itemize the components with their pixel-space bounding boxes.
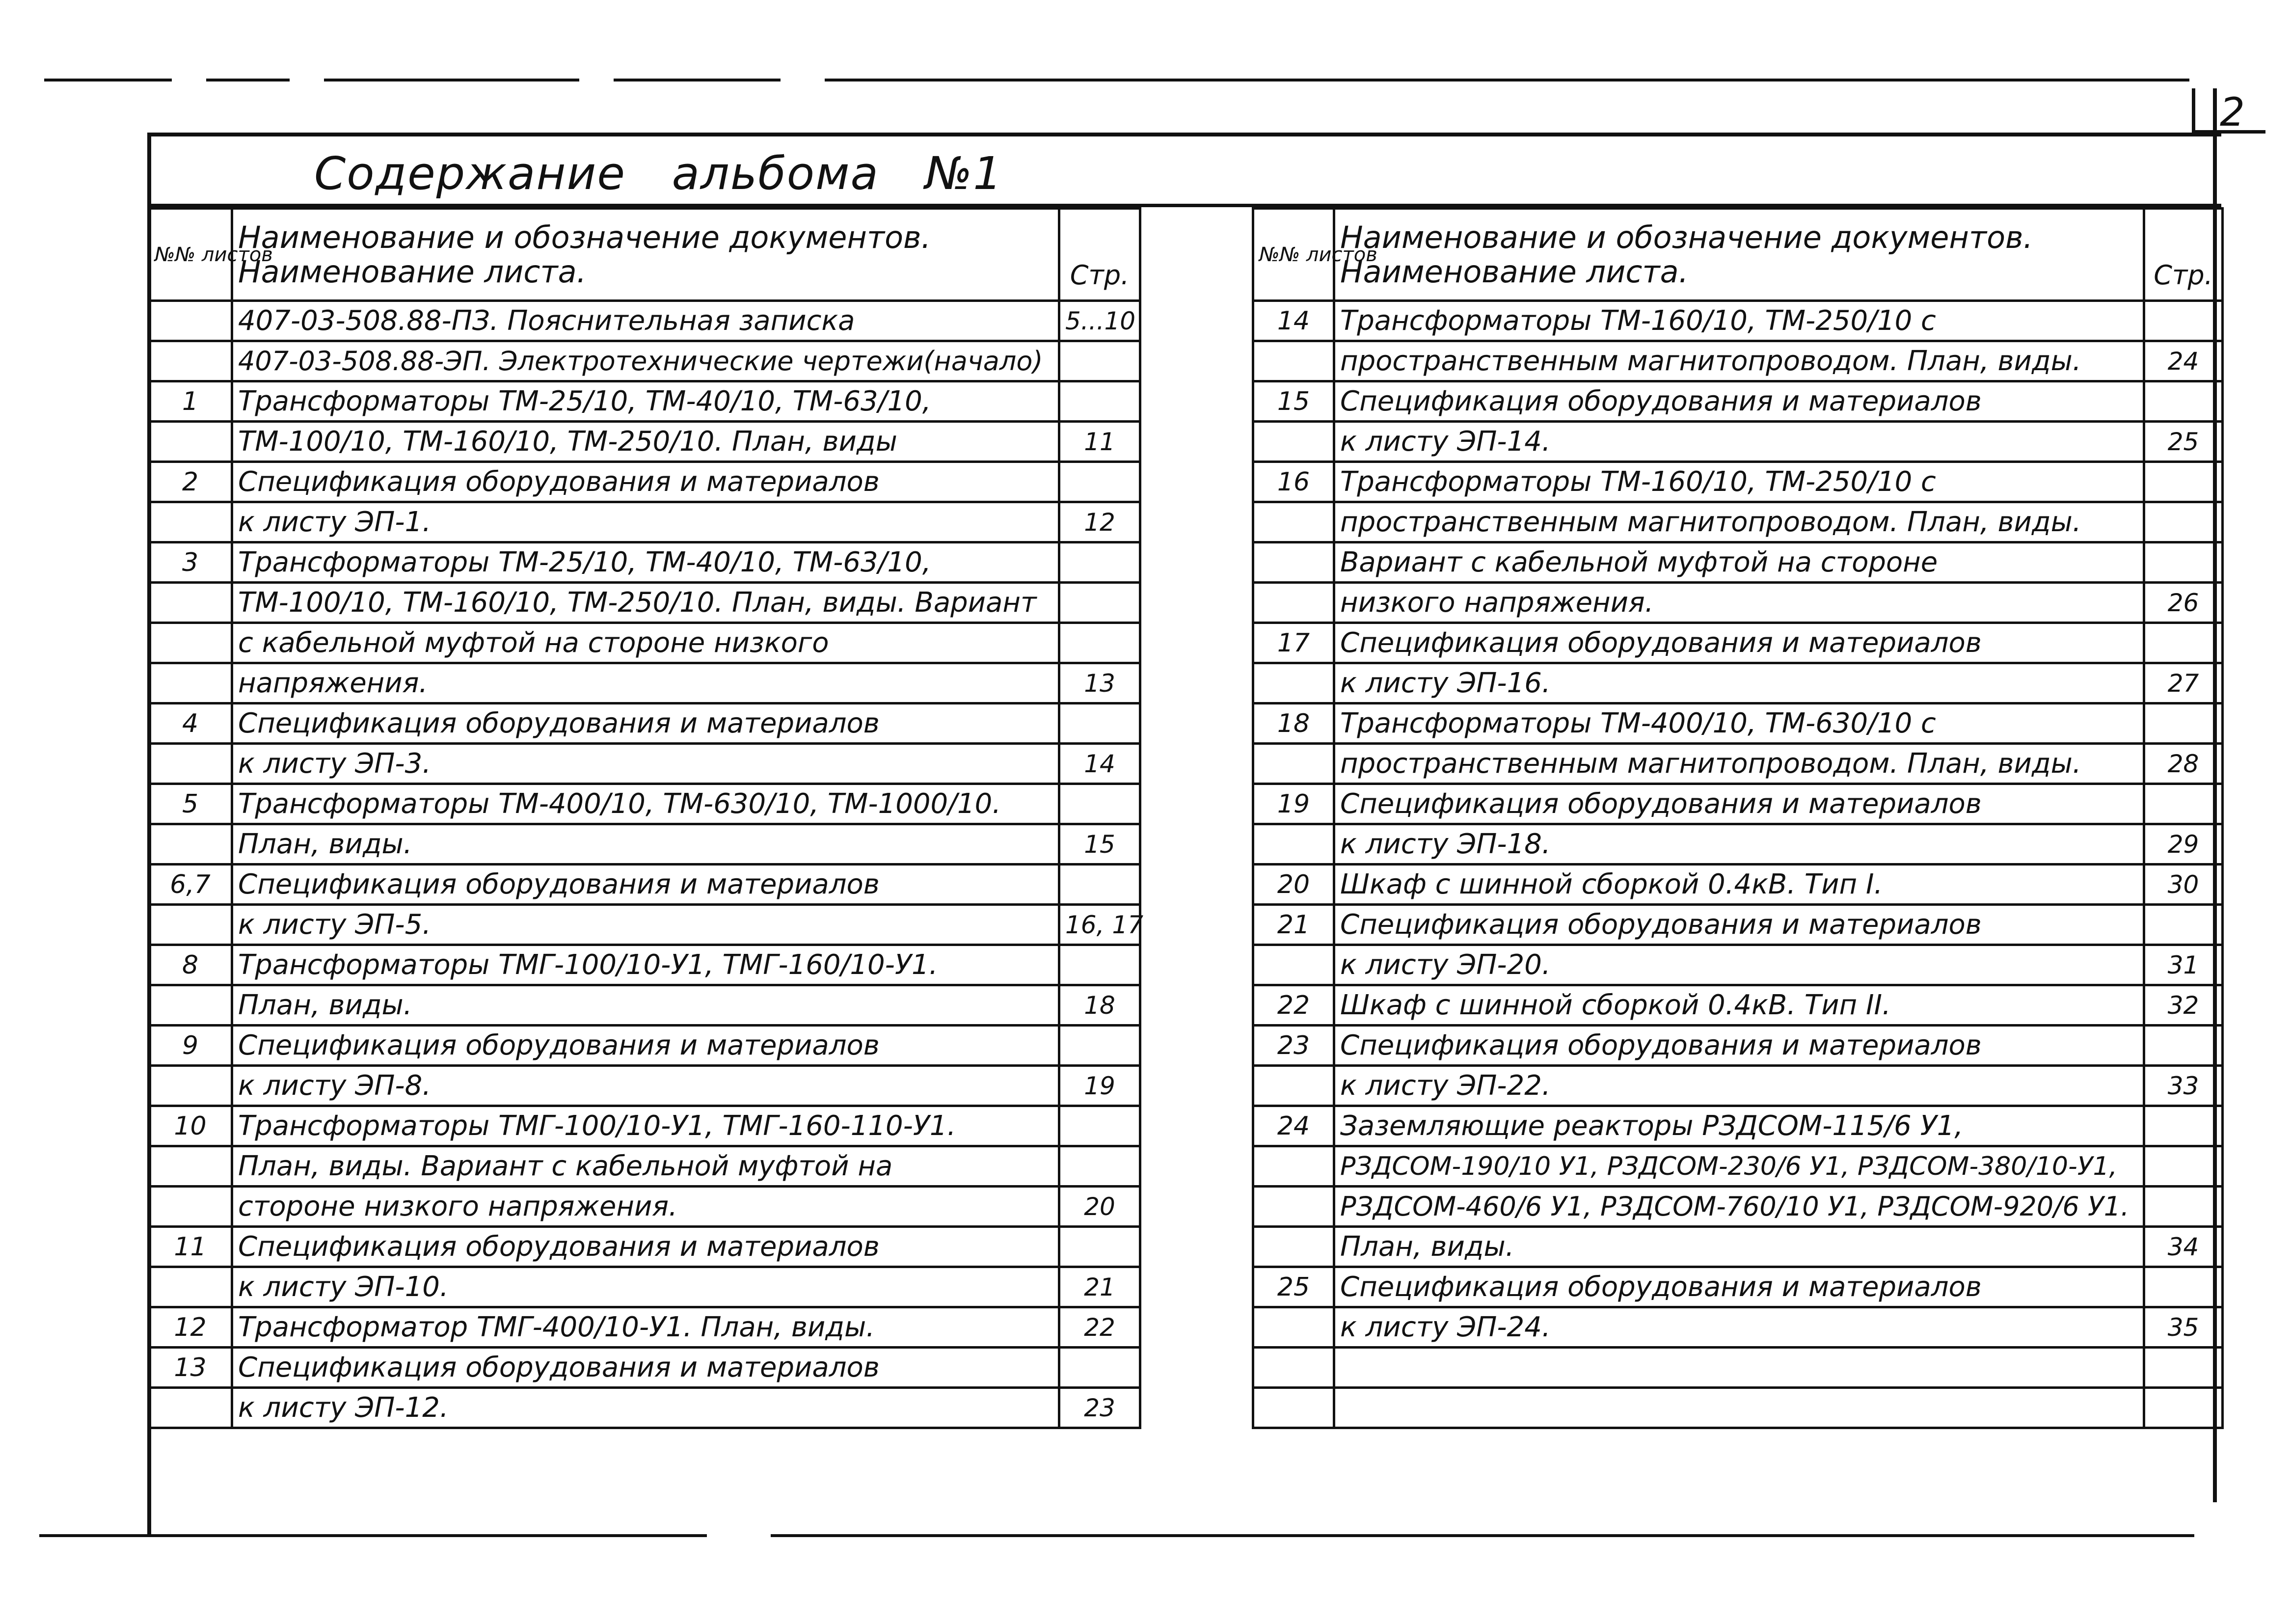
sheet-number xyxy=(1253,502,1334,542)
table-row xyxy=(1253,905,2223,945)
table-row xyxy=(1253,623,2223,663)
page-ref: 12 xyxy=(1059,502,1140,542)
table-row xyxy=(1253,784,2223,824)
page-ref xyxy=(2144,623,2223,663)
table-row xyxy=(1253,1348,2223,1388)
page-ref xyxy=(1059,542,1140,583)
table-row xyxy=(1253,1146,2223,1187)
table-row xyxy=(149,704,1140,744)
sheet-number xyxy=(149,663,232,704)
table-row xyxy=(1253,1227,2223,1267)
page-ref: 25 xyxy=(2144,422,2223,462)
page-ref: 29 xyxy=(2144,824,2223,865)
document-name: низкого напряжения. xyxy=(1334,583,2144,623)
sheet-number: 9 xyxy=(149,1026,232,1066)
table-row xyxy=(1253,663,2223,704)
title-divider xyxy=(147,204,2221,207)
document-name: к листу ЭП-16. xyxy=(1334,663,2144,704)
document-name: Трансформаторы ТМГ-100/10-У1, ТМГ-160-110-У1. xyxy=(232,1106,1059,1146)
table-row xyxy=(1253,1267,2223,1307)
table-row xyxy=(149,502,1140,542)
sheet-number: 17 xyxy=(1253,623,1334,663)
sheet-number: 2 xyxy=(149,462,232,502)
page-ref: 5...10 xyxy=(1059,301,1140,341)
sheet-number xyxy=(149,583,232,623)
sheet-number xyxy=(149,1187,232,1227)
table-row xyxy=(149,1106,1140,1146)
document-name: Трансформаторы ТМ-400/10, ТМ-630/10, ТМ-1000/10. xyxy=(232,784,1059,824)
document-name: Спецификация оборудования и материалов xyxy=(232,1026,1059,1066)
page-ref xyxy=(1059,462,1140,502)
page-ref: 21 xyxy=(1059,1267,1140,1307)
sheet-number xyxy=(149,985,232,1026)
table-row xyxy=(149,784,1140,824)
table-row xyxy=(149,583,1140,623)
sheet-number: 18 xyxy=(1253,704,1334,744)
table-row xyxy=(1253,1187,2223,1227)
page-ref: 13 xyxy=(1059,663,1140,704)
table-row xyxy=(149,1026,1140,1066)
table-row xyxy=(1253,422,2223,462)
document-name: План, виды. Вариант с кабельной муфтой на xyxy=(232,1146,1059,1187)
document-name: Спецификация оборудования и материалов xyxy=(1334,623,2144,663)
document-name: Заземляющие реакторы РЗДСОМ-115/6 У1, xyxy=(1334,1106,2144,1146)
sheet-number xyxy=(149,341,232,381)
table-row xyxy=(149,865,1140,905)
page-ref: 30 xyxy=(2144,865,2223,905)
page-ref: 26 xyxy=(2144,583,2223,623)
sheet-number xyxy=(1253,1227,1334,1267)
sheet-number xyxy=(149,744,232,784)
page-ref: 15 xyxy=(1059,824,1140,865)
table-row xyxy=(149,1187,1140,1227)
table-row xyxy=(1253,824,2223,865)
page-ref: 18 xyxy=(1059,985,1140,1026)
page-number: 2 xyxy=(2220,89,2245,135)
sheet-number: 10 xyxy=(149,1106,232,1146)
document-name: Трансформатор ТМГ-400/10-У1. План, виды. xyxy=(232,1307,1059,1348)
document-name: Спецификация оборудования и материалов xyxy=(1334,1267,2144,1307)
document-name: к листу ЭП-8. xyxy=(232,1066,1059,1106)
sheet-number: 24 xyxy=(1253,1106,1334,1146)
sheet-number xyxy=(1253,542,1334,583)
table-row xyxy=(149,985,1140,1026)
table-row xyxy=(149,1066,1140,1106)
sheet-number xyxy=(149,824,232,865)
sheet-number: 12 xyxy=(149,1307,232,1348)
table-row xyxy=(1253,462,2223,502)
table-row xyxy=(1253,1307,2223,1348)
table-row xyxy=(149,542,1140,583)
contents-table-right xyxy=(1252,207,2224,1429)
document-name: Спецификация оборудования и материалов xyxy=(232,1227,1059,1267)
table-row xyxy=(149,1388,1140,1428)
document-name: Трансформаторы ТМ-400/10, ТМ-630/10 с xyxy=(1334,704,2144,744)
page-ref xyxy=(2144,462,2223,502)
page-ref xyxy=(1059,1026,1140,1066)
table-row xyxy=(1253,985,2223,1026)
page-ref xyxy=(2144,1106,2223,1146)
table-row xyxy=(149,381,1140,422)
page-ref xyxy=(2144,1146,2223,1187)
table-row xyxy=(1253,865,2223,905)
sheet-number: 5 xyxy=(149,784,232,824)
document-name: к листу ЭП-20. xyxy=(1334,945,2144,985)
page-ref xyxy=(1059,381,1140,422)
table-row xyxy=(1253,1026,2223,1066)
page-ref xyxy=(2144,1388,2223,1428)
page-ref xyxy=(1059,623,1140,663)
table-row xyxy=(1253,1388,2223,1428)
table-row xyxy=(149,341,1140,381)
page-ref: 34 xyxy=(2144,1227,2223,1267)
table-header xyxy=(149,209,1140,301)
sheet-number xyxy=(1253,1187,1334,1227)
sheet-number: 19 xyxy=(1253,784,1334,824)
sheet-number: 15 xyxy=(1253,381,1334,422)
page-ref xyxy=(2144,784,2223,824)
table-row xyxy=(1253,381,2223,422)
page-number-box xyxy=(2192,88,2265,134)
table-row xyxy=(149,301,1140,341)
document-name: План, виды. xyxy=(232,985,1059,1026)
page-ref: 31 xyxy=(2144,945,2223,985)
sheet-number xyxy=(149,301,232,341)
page-ref: 14 xyxy=(1059,744,1140,784)
page-ref xyxy=(2144,542,2223,583)
document-name: Спецификация оборудования и материалов xyxy=(1334,381,2144,422)
document-name: к листу ЭП-24. xyxy=(1334,1307,2144,1348)
page-ref xyxy=(1059,1348,1140,1388)
page-ref xyxy=(1059,341,1140,381)
page-ref xyxy=(2144,704,2223,744)
table-row xyxy=(1253,744,2223,784)
document-name: ТМ-100/10, ТМ-160/10, ТМ-250/10. План, виды xyxy=(232,422,1059,462)
document-name xyxy=(1334,1388,2144,1428)
table-row xyxy=(1253,1066,2223,1106)
table-row xyxy=(149,945,1140,985)
header-page: Стр. xyxy=(1059,209,1140,301)
sheet-number xyxy=(1253,945,1334,985)
sheet-number xyxy=(1253,422,1334,462)
page-ref: 27 xyxy=(2144,663,2223,704)
document-name: к листу ЭП-18. xyxy=(1334,824,2144,865)
sheet-number xyxy=(1253,824,1334,865)
sheet-number: 3 xyxy=(149,542,232,583)
sheet-number xyxy=(1253,1307,1334,1348)
page-ref xyxy=(2144,1187,2223,1227)
table-row xyxy=(149,663,1140,704)
document-name: пространственным магнитопроводом. План, виды. xyxy=(1334,341,2144,381)
sheet-number: 6,7 xyxy=(149,865,232,905)
document-name: Трансформаторы ТМ-25/10, ТМ-40/10, ТМ-63/10, xyxy=(232,381,1059,422)
document-name: Трансформаторы ТМГ-100/10-У1, ТМГ-160/10-У1. xyxy=(232,945,1059,985)
table-row xyxy=(1253,301,2223,341)
sheet-number: 21 xyxy=(1253,905,1334,945)
table-row xyxy=(149,905,1140,945)
table-row xyxy=(149,744,1140,784)
sheet-number xyxy=(1253,583,1334,623)
document-name: Спецификация оборудования и материалов xyxy=(1334,905,2144,945)
page-ref xyxy=(2144,1267,2223,1307)
document-name: Трансформаторы ТМ-160/10, ТМ-250/10 с xyxy=(1334,301,2144,341)
table-row xyxy=(149,462,1140,502)
document-name: Спецификация оборудования и материалов xyxy=(1334,784,2144,824)
sheet-number xyxy=(149,1388,232,1428)
document-name: РЗДСОМ-460/6 У1, РЗДСОМ-760/10 У1, РЗДСОМ-920/6 У1. xyxy=(1334,1187,2144,1227)
top-rule xyxy=(825,79,2189,81)
page-ref xyxy=(1059,784,1140,824)
document-name: Шкаф с шинной сборкой 0.4кВ. Тип I. xyxy=(1334,865,2144,905)
table-row xyxy=(1253,583,2223,623)
sheet-number: 20 xyxy=(1253,865,1334,905)
sheet-number: 16 xyxy=(1253,462,1334,502)
document-name: Спецификация оборудования и материалов xyxy=(1334,1026,2144,1066)
table-row xyxy=(149,1267,1140,1307)
page-ref xyxy=(2144,301,2223,341)
table-row xyxy=(1253,542,2223,583)
sheet-number xyxy=(149,1066,232,1106)
document-name: к листу ЭП-22. xyxy=(1334,1066,2144,1106)
sheet-number xyxy=(1253,341,1334,381)
document-name: пространственным магнитопроводом. План, виды. xyxy=(1334,502,2144,542)
sheet-number xyxy=(149,422,232,462)
document-name: План, виды. xyxy=(232,824,1059,865)
document-name: 407-03-508.88-ПЗ. Пояснительная записка xyxy=(232,301,1059,341)
sheet-number: 8 xyxy=(149,945,232,985)
document-name: Спецификация оборудования и материалов xyxy=(232,704,1059,744)
sheet-number xyxy=(1253,663,1334,704)
table-row xyxy=(149,623,1140,663)
page-ref: 28 xyxy=(2144,744,2223,784)
table-row xyxy=(149,1307,1140,1348)
top-rule xyxy=(206,79,290,81)
document-name: к листу ЭП-14. xyxy=(1334,422,2144,462)
document-name: к листу ЭП-3. xyxy=(232,744,1059,784)
document-name: к листу ЭП-1. xyxy=(232,502,1059,542)
table-row xyxy=(1253,502,2223,542)
page-ref xyxy=(2144,1348,2223,1388)
sheet-number: 14 xyxy=(1253,301,1334,341)
sheet-number xyxy=(149,1267,232,1307)
sheet-number: 1 xyxy=(149,381,232,422)
document-name: ТМ-100/10, ТМ-160/10, ТМ-250/10. План, виды. Вариант xyxy=(232,583,1059,623)
sheet-number xyxy=(149,1146,232,1187)
sheet-number xyxy=(1253,744,1334,784)
page-ref: 20 xyxy=(1059,1187,1140,1227)
top-rule xyxy=(614,79,781,81)
sheet-number: 13 xyxy=(149,1348,232,1388)
document-name: Вариант с кабельной муфтой на стороне xyxy=(1334,542,2144,583)
page-ref: 23 xyxy=(1059,1388,1140,1428)
table-row xyxy=(1253,1106,2223,1146)
sheet-number: 11 xyxy=(149,1227,232,1267)
document-name: напряжения. xyxy=(232,663,1059,704)
contents-table-left xyxy=(147,207,1144,1429)
page-ref: 19 xyxy=(1059,1066,1140,1106)
page-ref xyxy=(1059,583,1140,623)
document-name: 407-03-508.88-ЭП. Электротехнические чертежи(начало) xyxy=(232,341,1059,381)
header-name: Наименование и обозначение документов. Наименование листа. xyxy=(1334,209,2144,301)
document-name: Шкаф с шинной сборкой 0.4кВ. Тип II. xyxy=(1334,985,2144,1026)
page-ref xyxy=(2144,1026,2223,1066)
document-name: Спецификация оборудования и материалов xyxy=(232,462,1059,502)
sheet-number: 23 xyxy=(1253,1026,1334,1066)
page-ref xyxy=(1059,945,1140,985)
document-name: стороне низкого напряжения. xyxy=(232,1187,1059,1227)
sheet-number xyxy=(1253,1146,1334,1187)
page-ref xyxy=(1059,1227,1140,1267)
document-name: к листу ЭП-5. xyxy=(232,905,1059,945)
page-ref xyxy=(2144,381,2223,422)
document-name: План, виды. xyxy=(1334,1227,2144,1267)
header-page: Стр. xyxy=(2144,209,2223,301)
table-row xyxy=(149,1227,1140,1267)
header-no: №№ листов xyxy=(1253,209,1334,301)
table-row xyxy=(149,1348,1140,1388)
page-ref: 16, 17 xyxy=(1059,905,1140,945)
page-ref: 11 xyxy=(1059,422,1140,462)
page-ref xyxy=(1059,865,1140,905)
page-ref xyxy=(1059,1146,1140,1187)
table-row xyxy=(1253,704,2223,744)
document-name: Спецификация оборудования и материалов xyxy=(232,865,1059,905)
document-name: с кабельной муфтой на стороне низкого xyxy=(232,623,1059,663)
top-rule xyxy=(44,79,172,81)
header-name: Наименование и обозначение документов. Наименование листа. xyxy=(232,209,1059,301)
page-ref xyxy=(2144,502,2223,542)
table-row xyxy=(1253,341,2223,381)
sheet-number xyxy=(149,905,232,945)
sheet-number xyxy=(1253,1388,1334,1428)
page-ref: 32 xyxy=(2144,985,2223,1026)
header-no: №№ листов xyxy=(149,209,232,301)
sheet-number xyxy=(149,502,232,542)
document-name: Трансформаторы ТМ-25/10, ТМ-40/10, ТМ-63/10, xyxy=(232,542,1059,583)
page-ref: 35 xyxy=(2144,1307,2223,1348)
document-name: РЗДСОМ-190/10 У1, РЗДСОМ-230/6 У1, РЗДСОМ-380/10-У1, xyxy=(1334,1146,2144,1187)
document-name xyxy=(1334,1348,2144,1388)
top-rule xyxy=(324,79,579,81)
page-ref: 22 xyxy=(1059,1307,1140,1348)
table-row xyxy=(149,1146,1140,1187)
page-ref xyxy=(2144,905,2223,945)
page-title: Содержание альбома №1 xyxy=(314,147,1003,200)
document-name: Спецификация оборудования и материалов xyxy=(232,1348,1059,1388)
document-name: пространственным магнитопроводом. План, виды. xyxy=(1334,744,2144,784)
document-name: к листу ЭП-12. xyxy=(232,1388,1059,1428)
table-row xyxy=(149,422,1140,462)
page-ref: 24 xyxy=(2144,341,2223,381)
page-ref: 33 xyxy=(2144,1066,2223,1106)
sheet-number xyxy=(1253,1348,1334,1388)
table-row xyxy=(149,824,1140,865)
sheet-number: 22 xyxy=(1253,985,1334,1026)
sheet-number: 4 xyxy=(149,704,232,744)
sheet-number: 25 xyxy=(1253,1267,1334,1307)
table-row xyxy=(1253,945,2223,985)
document-name: Трансформаторы ТМ-160/10, ТМ-250/10 с xyxy=(1334,462,2144,502)
page-ref xyxy=(1059,704,1140,744)
sheet-number xyxy=(1253,1066,1334,1106)
sheet-number xyxy=(149,623,232,663)
table-header xyxy=(1253,209,2223,301)
page-ref xyxy=(1059,1106,1140,1146)
document-name: к листу ЭП-10. xyxy=(232,1267,1059,1307)
